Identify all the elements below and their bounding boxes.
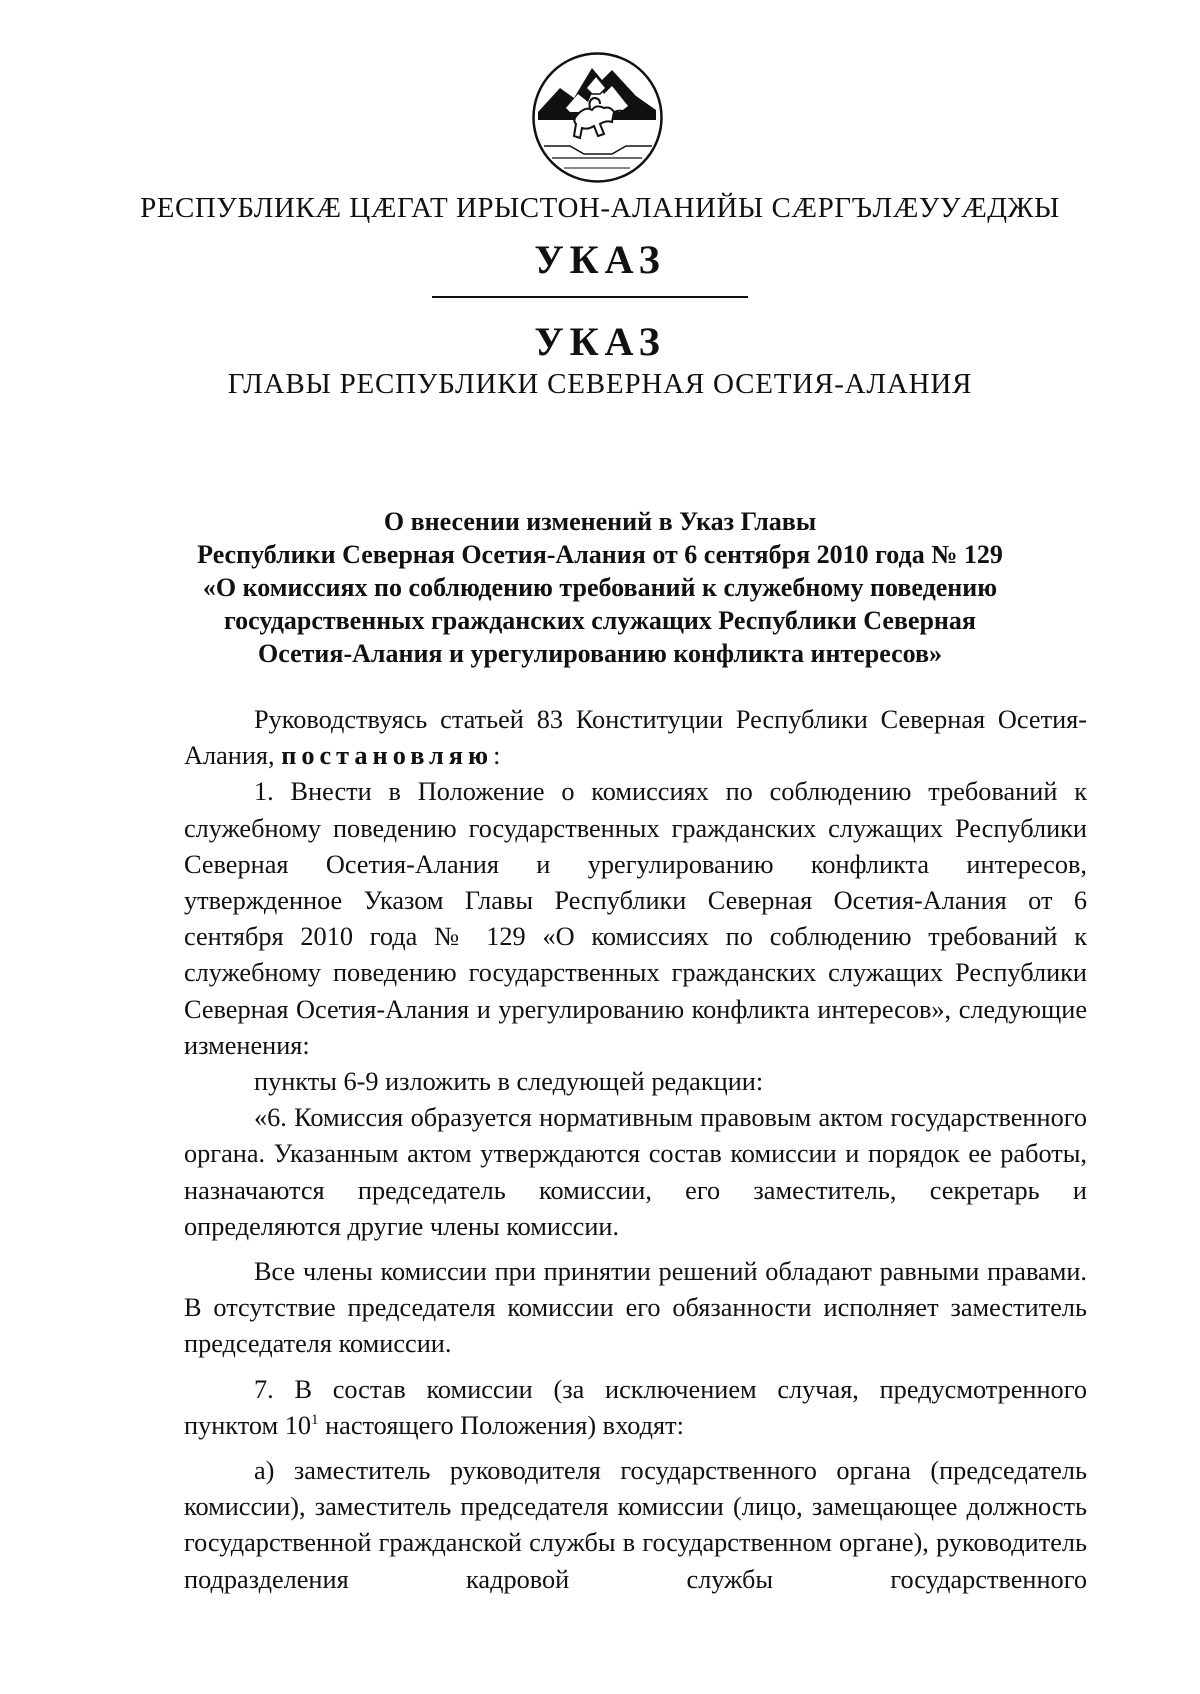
heading-line: Республики Северная Осетия-Алания от 6 сентября 2010 года № 129 <box>197 540 1003 569</box>
point-7a-paragraph: а) заместитель руководителя государственного органа (председатель комиссии), заместитель председателя комиссии (лицо, замещающее должность государственной гражданской службы в государственном органе), руководитель подразделения кадровой службы государственного <box>184 1456 1087 1594</box>
decree-heading <box>150 505 1050 670</box>
intro-paragraph <box>184 702 1087 774</box>
point-7-superscript: 1 <box>311 1412 319 1429</box>
ossetian-authority-title: РЕСПУБЛИКӔ ЦӔГАТ ИРЫСТОН-АЛАНИЙЫ СӔРГЪЛӔУУӔДЖЫ <box>140 192 1060 224</box>
point-7-text: 7. В состав комиссии (за исключением случая, предусмотренного пунктом 10 <box>184 1374 1087 1440</box>
russian-decree-word: УКАЗ <box>534 319 666 364</box>
heading-line: Осетия-Алания и урегулированию конфликта интересов» <box>258 639 942 668</box>
point-7-paragraph <box>184 1372 1087 1444</box>
resolve-word: постановляю <box>281 741 494 771</box>
item-1-sub-paragraph: пункты 6-9 изложить в следующей редакции: <box>254 1067 764 1097</box>
heading-line: О внесении изменений в Указ Главы <box>383 507 817 536</box>
decree-body <box>184 702 1087 1634</box>
heading-line: «О комиссиях по соблюдению требований к служебному поведению <box>202 573 998 602</box>
item-1-paragraph: 1. Внести в Положение о комиссиях по соблюдению требований к служебному поведению государственных гражданских служащих Республики Северная Осетия-Алания и урегулированию конфликта интересов, утвержденное Указом Главы Республики Северная Осетия-Алания от 6 сентября 2010 года № 129 «О комиссиях по соблюдению требований к служебному поведению государственных гражданских служащих Республики Северная Осетия-Алания и урегулированию конфликта интересов», следующие изменения: <box>184 777 1087 1060</box>
ossetian-decree-word: УКАЗ <box>534 237 666 282</box>
russian-authority-title: ГЛАВЫ РЕСПУБЛИКИ СЕВЕРНАЯ ОСЕТИЯ-АЛАНИЯ <box>227 368 973 400</box>
heading-line: государственных гражданских служащих Республики Северная <box>224 606 976 635</box>
point-7-text-end: настоящего Положения) входят: <box>318 1410 684 1440</box>
header-divider <box>432 296 748 298</box>
intro-text: Руководствуясь статьей 83 Конституции Республики Северная Осетия-Алания, <box>184 705 1087 771</box>
point-6-second-paragraph: Все члены комиссии при принятии решений обладают равными правами. В отсутствие председателя комиссии его обязанности исполняет заместитель председателя комиссии. <box>184 1257 1087 1359</box>
point-6-paragraph: «6. Комиссия образуется нормативным правовым актом государственного органа. Указанным актом утверждаются состав комиссии и порядок ее работы, назначаются председатель комиссии, его заместитель, секретарь и определяются другие члены комиссии. <box>184 1103 1087 1241</box>
coat-of-arms-icon <box>530 50 665 185</box>
intro-colon: : <box>493 741 501 771</box>
